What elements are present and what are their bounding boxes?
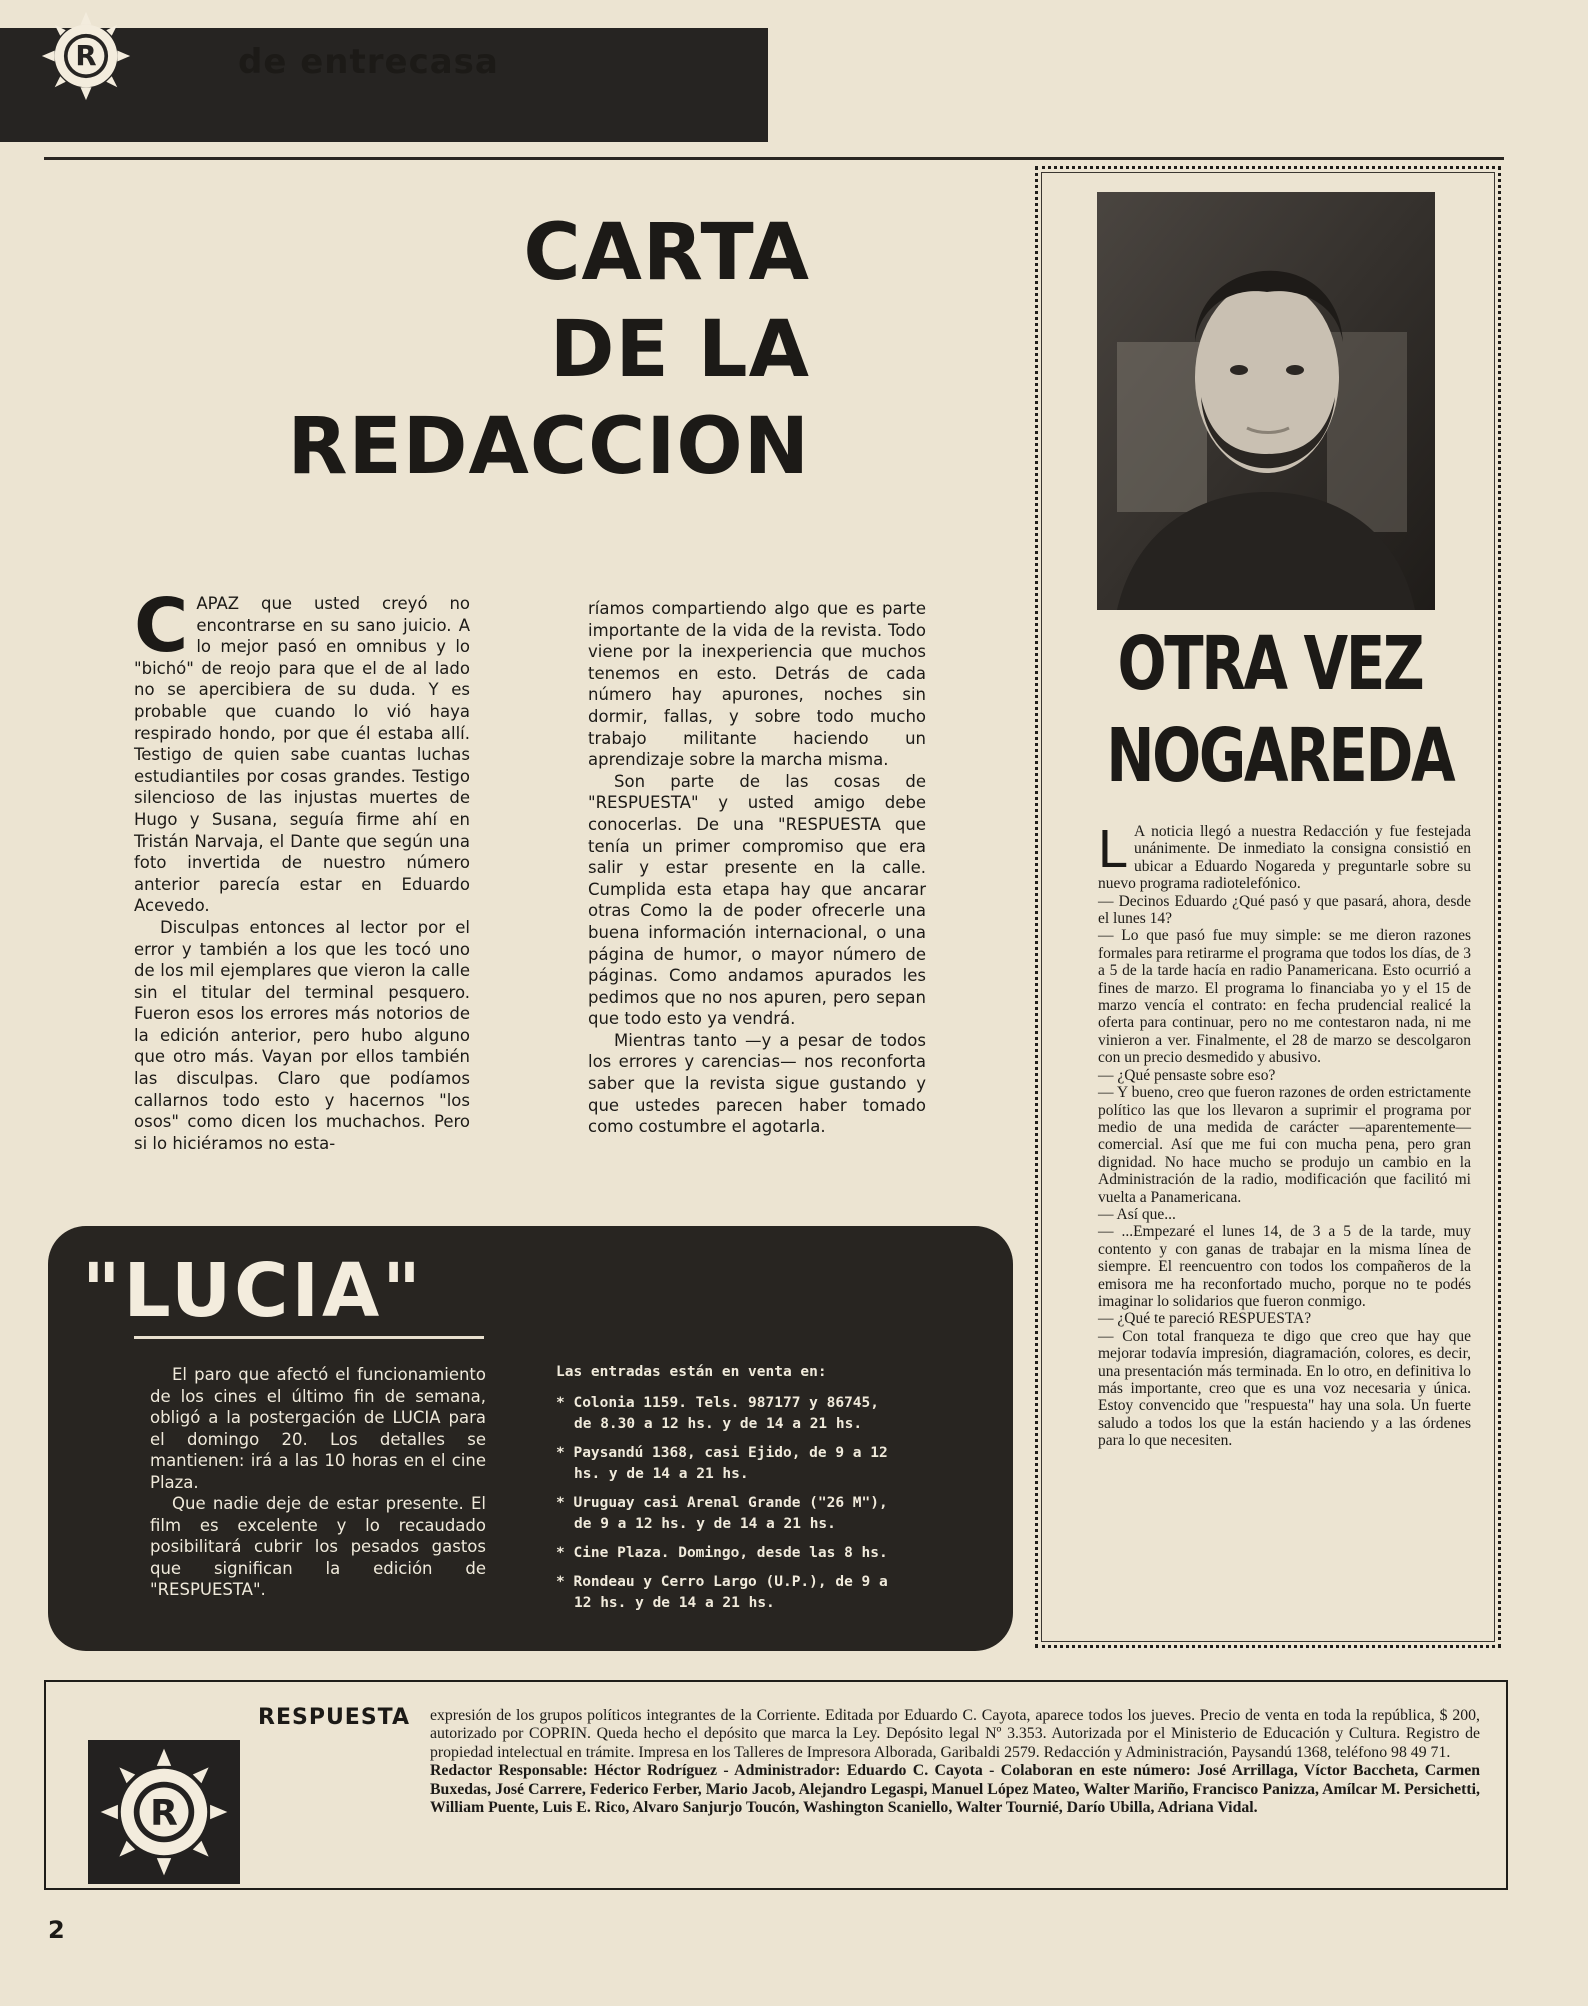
logo-letter: R (75, 39, 97, 73)
ticket-location: * Paysandú 1368, casi Ejido, de 9 a 12 hs. y de 14 a 21 hs. (556, 1445, 888, 1482)
paragraph: APAZ que usted creyó no encontrarse en su sano juicio. A lo mejor pasó en omnibus y lo "bichó" de reojo para que el de al lado no se apercibiera de su duda. Y es probable que cuando lo vió haya respirado hondo, por que él estaba allí. Testigo de quien sabe cuantas luchas estudiantiles por cosas grandes. Testigo silencioso de las injustas muertes de Hugo y Susana, seguía firme ahí en Tristán Narvaja, el Dante que según una foto invertida de nuestro número anterior parecía estar en Eduardo Acevedo. (134, 594, 470, 916)
lucia-title: "LUCIA" (82, 1248, 424, 1334)
ticket-location: * Rondeau y Cerro Largo (U.P.), de 9 a 12 hs. y de 14 a 21 hs. (556, 1574, 888, 1611)
header-divider (44, 157, 1504, 160)
drop-cap: C (134, 583, 189, 669)
tickets-heading: Las entradas están en venta en: (556, 1364, 827, 1380)
paragraph: ríamos compartiendo algo que es parte importante de la vida de la revista. Todo viene por la inexperiencia que muchos tenemos en esto. Detrás de cada número hay apurones, noches sin dormir, fallas, y sobre todo mucho trabajo militante haciendo un aprendizaje sobre la marcha misma. (588, 599, 926, 770)
paragraph: — Así que... (1098, 1205, 1176, 1223)
title-line: CARTA (523, 208, 810, 298)
logo-letter: R (150, 1792, 178, 1834)
respuesta-logo-icon (88, 1740, 240, 1884)
editorial-title (230, 205, 810, 496)
ticket-location: * Cine Plaza. Domingo, desde las 8 hs. (556, 1545, 888, 1561)
editorial-column-left (134, 583, 470, 1154)
paragraph: — Decinos Eduardo ¿Qué pasó y que pasará, ahora, desde el lunes 14? (1098, 892, 1471, 928)
paragraph: Son parte de las cosas de "RESPUESTA" y usted amigo debe conocerlas. De una "RESPUESTA que tenía un primer compromiso que era salir y estar presente en la calle. Cumplida esta etapa hay que ancarar otras Como la de poder ofrecerle una buena información internacional, o una página de humor, o mayor número de páginas. Como andamos apurados les pedimos que no nos apuren, pero sepan que todo esto ya vendrá. (588, 771, 926, 1029)
masthead-info: expresión de los grupos políticos integrantes de la Corriente. Editada por Eduardo C. Cayota, aparece todos los jueves. Precio de venta en toda la república, $ 200, autorizado por COPRIN. Queda hecho el depósito que marca la Ley. Depósito legal Nº 3.353. Autorizada por el Ministerio de Educación y Cultura. Registro de propiedad intelectual en trámite. Impresa en los Talleres de Impresora Alborada, Garibaldi 2579. Redacción y Administración, Paysandú 1368, teléfono 98 49 71. (430, 1707, 1480, 1761)
title-line: REDACCION (287, 402, 810, 492)
editorial-column-right (588, 598, 926, 1138)
drop-cap: L (1098, 819, 1129, 879)
lucia-divider (134, 1336, 484, 1339)
paragraph: — Lo que pasó fue muy simple: se me dieron razones formales para retirarme el programa que todos los días, de 3 a 5 de la tarde hacía en radio Panamericana. Esto ocurrió a fines de marzo. El programa lo financiaba yo y el 15 de marzo vencía el contrato: en fecha prudencial realicé la oferta para continuar, pero no me contestaron nada, ni me vinieron a ver. Finalmente, el 28 de marzo se descolgaron con un precio desmedido y abusivo. (1098, 927, 1471, 1067)
title-line: NOGAREDA (1106, 713, 1454, 799)
paragraph: — ¿Qué te pareció RESPUESTA? (1098, 1310, 1312, 1328)
paragraph: — ¿Qué pensaste sobre eso? (1098, 1066, 1276, 1084)
sidebar-title (1106, 618, 1454, 802)
paragraph: — Con total franqueza te digo que creo que hay que mejorar todavía impresión, diagramación, colores, es decir, una presentación más terminada. En lo otro, en definitiva lo más importante, creo que es una voz necesaria y única. Estoy convencido que "respuesta" hay una sola. Un fuerte saludo a todos los que la están haciendo y a las órdenes para lo que necesiten. (1098, 1327, 1471, 1450)
page-number: 2 (48, 1916, 65, 1944)
masthead-text (430, 1707, 1480, 1817)
masthead-credits: Redactor Responsable: Héctor Rodríguez - Administrador: Eduardo C. Cayota - Colaboran en este número: José Arrillaga, Víctor Baccheta, Carmen Buxedas, José Carrere, Federico Ferber, Mario Jacob, Alejandro Legaspi, Manuel López Mateo, Walter Mariño, Francisco Panizza, Amílcar M. Persichetti, William Puente, Luis E. Rico, Alvaro Sanjurjo Toucón, Washington Scaniello, Walter Tournié, Darío Ubilla, Adriana Vidal. (430, 1762, 1480, 1817)
paragraph: — ...Empezaré el lunes 14, de 3 a 5 de la tarde, muy contento y con ganas de trabajar en la misma línea de siempre. El reencuentro con todos los compañeros de la emisora me ha reconfortado mucho, porque no te podés imaginar lo solidarios que fueron conmigo. (1098, 1223, 1471, 1310)
respuesta-logo-icon (40, 10, 132, 102)
ticket-location: * Uruguay casi Arenal Grande ("26 M"), de 9 a 12 hs. y de 14 a 21 hs. (556, 1495, 888, 1532)
portrait-photo (1097, 192, 1435, 610)
masthead-name: RESPUESTA (258, 1705, 410, 1730)
title-line: DE LA (549, 305, 810, 395)
paragraph: Mientras tanto —y a pesar de todos los errores y carencias— nos reconforta saber que la revista sigue gustando y que ustedes parecen haber tomado como costumbre el agotarla. (588, 1030, 926, 1137)
paragraph: Que nadie deje de estar presente. El film es excelente y lo recaudado posibilitará cubrir los pesados gastos que significan la edición de "RESPUESTA". (150, 1494, 486, 1599)
paragraph: — Y bueno, creo que fueron razones de orden estrictamente político las que los llevaron a suprimir el programa por medio de una medida de carácter —aparentemente— comercial. Así que me fui con mucha pena, pero gran dignidad. No hace mucho se produjo un cambio en la Administración de la radio, modificación que facilitó mi vuelta a Panamericana. (1098, 1084, 1471, 1206)
ticket-location: * Colonia 1159. Tels. 987177 y 86745, de 8.30 a 12 hs. y de 14 a 21 hs. (556, 1395, 880, 1432)
title-line: OTRA VEZ (1117, 621, 1423, 707)
section-title: de entrecasa (238, 42, 499, 82)
paragraph: El paro que afectó el funcionamiento de los cines el último fin de semana, obligó a la postergación de LUCIA para el domingo 20. Los detalles se mantienen: irá a las 10 horas en el cine Plaza. (150, 1365, 486, 1492)
paragraph: Disculpas entonces al lector por el error y también a los que les tocó uno de los mil ejemplares que vieron la calle sin el titular del terminal pesquero. Fueron esos los errores más notorios de la edición anterior, pero hubo alguno que otro más. Vayan por ellos también las disculpas. Claro que podíamos callarnos todo esto y hacernos "los osos" como dicen los muchachos. Pero si lo hiciéramos no esta- (134, 917, 470, 1153)
ticket-locations (556, 1362, 896, 1622)
lucia-text (150, 1364, 486, 1601)
paragraph: A noticia llegó a nuestra Redacción y fue festejada unánimente. De inmediato la consigna consistió en ubicar a Eduardo Nogareda y preguntarle sobre su nuevo programa radiotelefónico. (1098, 823, 1471, 893)
masthead-logo (88, 1740, 240, 1884)
interview-text (1098, 819, 1471, 1450)
